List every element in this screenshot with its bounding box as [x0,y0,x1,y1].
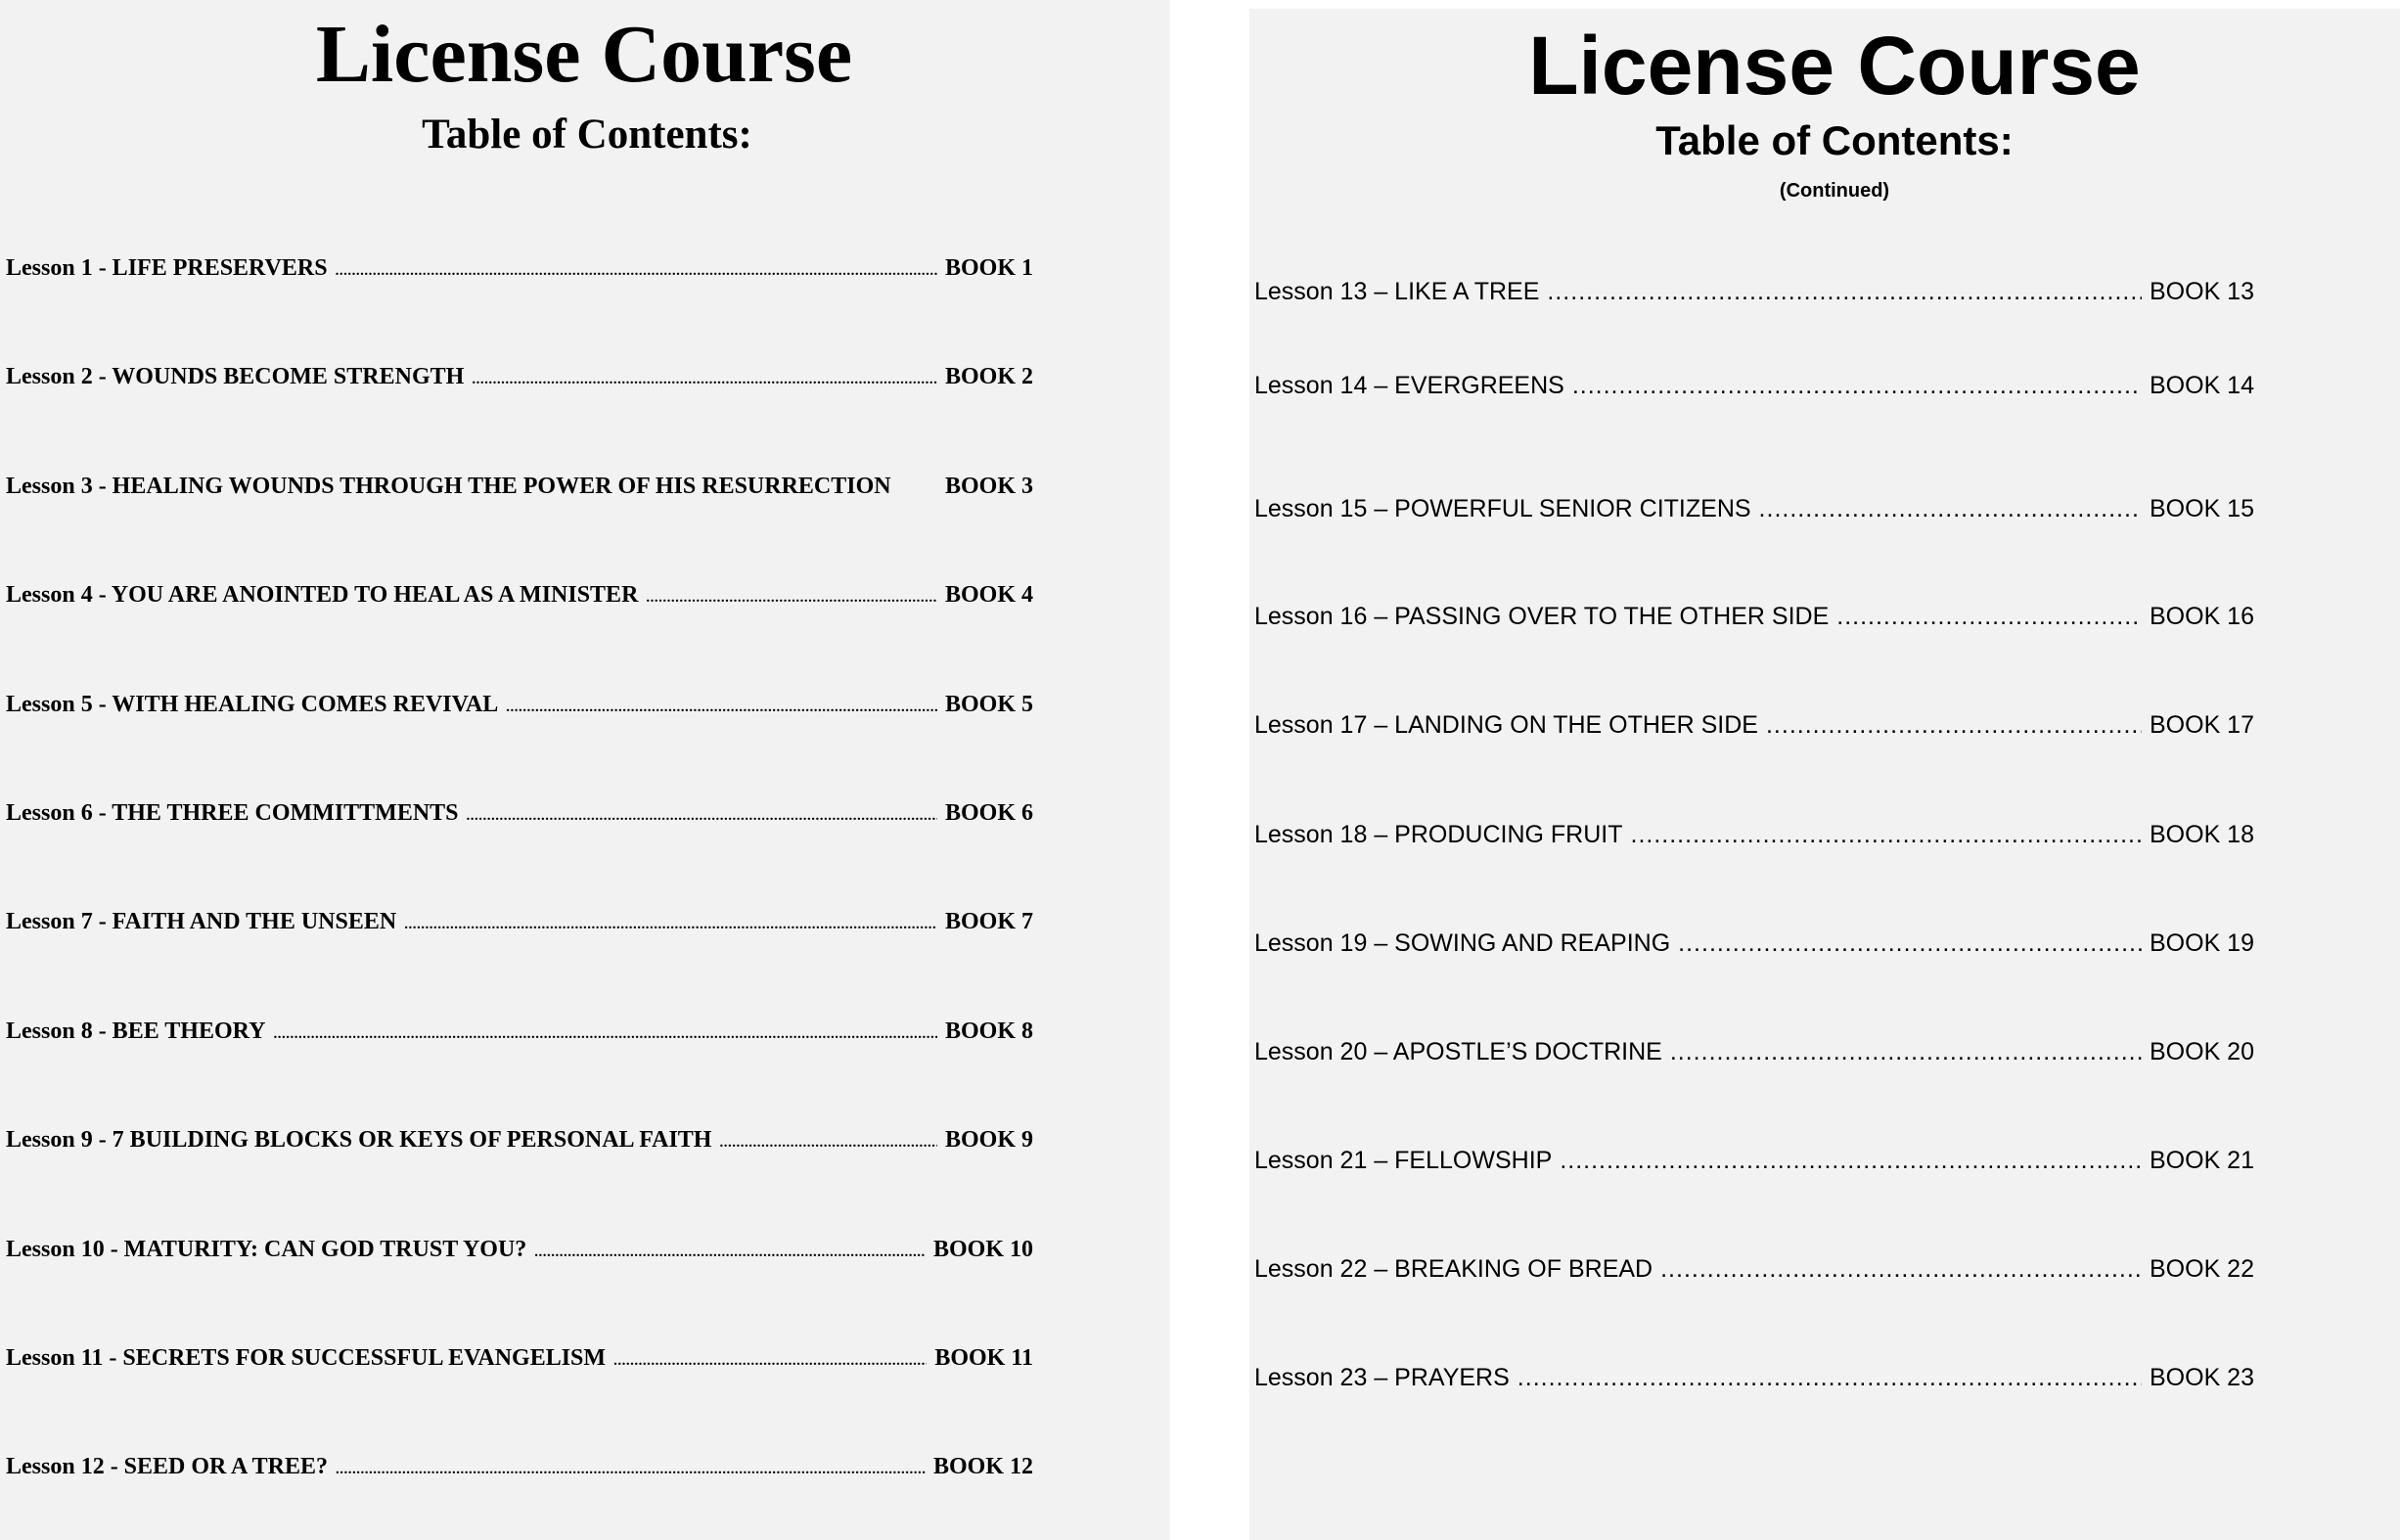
dot-leader [613,1346,927,1376]
toc-entry [6,580,1033,612]
toc-entry-book: BOOK 3 [944,473,1033,499]
toc-entry [6,472,1033,501]
toc-entry [1254,929,2254,958]
toc-entry-book: BOOK 6 [944,800,1033,826]
toc-entry-book: BOOK 8 [944,1018,1033,1044]
toc-entry-book: BOOK 22 [2150,1255,2254,1283]
toc-entry-label: Lesson 20 – APOSTLE’S DOCTRINE [1254,1038,1662,1065]
toc-entry-book: BOOK 19 [2150,929,2254,957]
toc-entry-book: BOOK 23 [2150,1364,2254,1391]
dot-leader [1547,277,2142,306]
toc-entry [6,907,1033,939]
toc-entry [1254,1037,2254,1066]
toc-entry-label: Lesson 1 - LIFE PRESERVERS [6,255,328,281]
page-subtitle: Table of Contents: [1655,117,2014,163]
toc-entry-label: Lesson 5 - WITH HEALING COMES REVIVAL [6,691,499,717]
toc-entry-label: Lesson 11 - SECRETS FOR SUCCESSFUL EVANGELISM [6,1345,607,1371]
dot-leader [1766,710,2142,740]
toc-entry [1254,277,2254,306]
toc-entry-book: BOOK 11 [934,1345,1033,1371]
toc-entry-label: Lesson 6 - THE THREE COMMITTMENTS [6,800,459,826]
dot-leader [1836,602,2142,631]
dot-leader [646,583,937,612]
toc-entry-book: BOOK 21 [2150,1147,2254,1174]
toc-entry-book: BOOK 17 [2150,711,2254,739]
toc-entry-label: Lesson 7 - FAITH AND THE UNSEEN [6,909,397,935]
toc-entry-book: BOOK 4 [944,582,1033,609]
toc-entry-label: Lesson 10 - MATURITY: CAN GOD TRUST YOU? [6,1236,527,1262]
toc-entry [1254,494,2254,523]
toc-entry [1254,1146,2254,1175]
toc-entry [1254,820,2254,849]
toc-entry [1254,1363,2254,1392]
dot-leader [1678,929,2142,958]
dot-leader [1759,494,2142,523]
dot-leader [273,1019,937,1049]
dot-leader [1670,1037,2142,1066]
dot-leader [1560,1146,2142,1175]
dot-leader [336,256,937,286]
toc-entry-label: Lesson 9 - 7 BUILDING BLOCKS OR KEYS OF PERSONAL FAITH [6,1127,712,1154]
continued-note: (Continued) [1779,180,1890,202]
toc-entry-label: Lesson 15 – POWERFUL SENIOR CITIZENS [1254,495,1751,522]
toc-entry [1254,1254,2254,1284]
toc-entry-label: Lesson 21 – FELLOWSHIP [1254,1147,1553,1174]
dot-leader [534,1238,926,1267]
toc-entry-label: Lesson 18 – PRODUCING FRUIT [1254,821,1623,848]
toc-page-right [1249,9,2400,1540]
toc-entry-book: BOOK 16 [2150,603,2254,630]
dot-leader [1660,1254,2142,1284]
toc-entry-book: BOOK 14 [2150,372,2254,399]
toc-entry [1254,710,2254,740]
toc-entry-book: BOOK 2 [944,364,1033,390]
toc-entry-label: Lesson 8 - BEE THEORY [6,1018,266,1044]
toc-entry [1254,371,2254,400]
dot-leader [467,801,937,831]
toc-entry-book: BOOK 5 [944,691,1033,717]
toc-entry-book: BOOK 1 [944,255,1033,281]
page-subtitle: Table of Contents: [422,112,752,158]
toc-entry [1254,602,2254,631]
toc-entry-label: Lesson 4 - YOU ARE ANOINTED TO HEAL AS A MINISTER [6,582,639,609]
toc-entry-label: Lesson 19 – SOWING AND REAPING [1254,929,1671,957]
toc-entry-book: BOOK 10 [932,1236,1033,1262]
dot-leader [719,1128,937,1157]
toc-entry [6,1017,1033,1049]
toc-entry-book: BOOK 9 [944,1127,1033,1154]
toc-entry [6,798,1033,831]
toc-entry [6,690,1033,722]
toc-entry-label: Lesson 14 – EVERGREENS [1254,372,1564,399]
dot-leader [1517,1363,2142,1392]
toc-entry [6,1125,1033,1157]
toc-entry-label: Lesson 23 – PRAYERS [1254,1364,1510,1391]
dot-leader [1631,820,2143,849]
toc-entry [6,253,1033,286]
dot-leader [506,693,937,722]
toc-entry-label: Lesson 22 – BREAKING OF BREAD [1254,1255,1653,1283]
toc-page-left [0,0,1170,1540]
toc-entry [6,1235,1033,1267]
toc-entry-book: BOOK 12 [932,1454,1033,1480]
dot-leader [336,1455,926,1484]
toc-entry-book: BOOK 13 [2150,278,2254,305]
dot-leader [404,910,937,939]
dot-leader [1572,371,2142,400]
dot-leader [472,365,937,394]
toc-entry [6,1452,1033,1484]
page-title: License Course [315,9,853,100]
toc-entry-book: BOOK 7 [944,909,1033,935]
toc-entry-label: Lesson 16 – PASSING OVER TO THE OTHER SIDE [1254,603,1830,630]
page-title: License Course [1528,20,2141,112]
toc-entry-label: Lesson 12 - SEED OR A TREE? [6,1454,328,1480]
toc-entry-book: BOOK 18 [2150,821,2254,848]
toc-entry-label: Lesson 2 - WOUNDS BECOME STRENGTH [6,364,465,390]
toc-entry [6,362,1033,394]
toc-entry-book: BOOK 15 [2150,495,2254,522]
toc-entry-book: BOOK 20 [2150,1038,2254,1065]
toc-entry-label: Lesson 3 - HEALING WOUNDS THROUGH THE POWER OF HIS RESURRECTION [6,473,891,499]
toc-entry-label: Lesson 13 – LIKE A TREE [1254,278,1540,305]
toc-entry [6,1343,1033,1376]
toc-entry-label: Lesson 17 – LANDING ON THE OTHER SIDE [1254,711,1758,739]
